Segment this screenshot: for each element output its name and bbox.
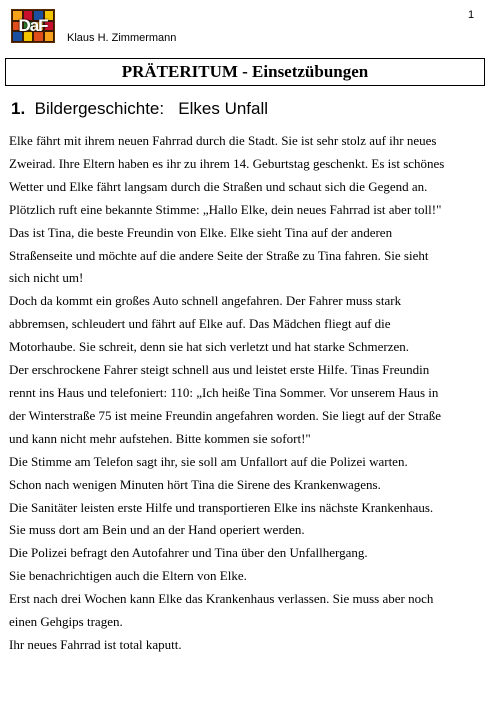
story-line: einen Gehgips tragen. <box>9 614 123 630</box>
story-line: Erst nach drei Wochen kann Elke das Krankenhaus verlassen. Sie muss aber noch <box>9 591 434 607</box>
story-line: Wetter und Elke fährt langsam durch die Straßen und schaut sich die Gegend an. <box>9 178 428 194</box>
story-line: Schon nach wenigen Minuten hört Tina die Sirene des Krankenwagens. <box>9 476 381 492</box>
daf-logo-text: DaF <box>18 16 48 35</box>
story-line: Elke fährt mit ihrem neuen Fahrrad durch die Stadt. Sie ist sehr stolz auf ihr neues <box>9 133 437 148</box>
section-number: 1. <box>11 99 26 118</box>
page-number: 1 <box>468 9 475 21</box>
story-line: Plötzlich ruft eine bekannte Stimme: „Hallo Elke, dein neues Fahrrad ist aber toll!" <box>9 201 442 217</box>
story-text <box>9 130 489 657</box>
story-line: der Winterstraße 75 ist meine Freundin angefahren worden. Sie liegt auf der Straße <box>9 407 442 423</box>
story-line: Sie benachrichtigen auch die Eltern von Elke. <box>9 568 247 584</box>
story-line: Sie muss dort am Bein und an der Hand operiert werden. <box>9 522 305 538</box>
section-title: Bildergeschichte: Elkes Unfall <box>34 99 269 118</box>
page-header <box>0 0 500 55</box>
story-line: Der erschrockene Fahrer steigt schnell aus und leistet erste Hilfe. Tinas Freundin <box>9 362 430 378</box>
worksheet-title: PRÄTERITUM - Einsetzübungen <box>5 58 485 86</box>
story-line: sich nicht um! <box>9 270 84 286</box>
story-line: und kann nicht mehr aufstehen. Bitte kommen sie sofort!" <box>9 430 311 446</box>
story-line: Das ist Tina, die beste Freundin von Elke. Elke sieht Tina auf der anderen <box>9 224 393 240</box>
story-line: Ihr neues Fahrrad ist total kaputt. <box>9 636 182 652</box>
author-name: Klaus H. Zimmermann <box>67 32 177 44</box>
section-heading <box>11 99 268 119</box>
story-line: rennt ins Haus und telefoniert: 110: „Ich heiße Tina Sommer. Vor unserem Haus in <box>9 384 439 400</box>
story-line: abbremsen, schleudert und fährt auf Elke auf. Das Mädchen fliegt auf die <box>9 316 391 332</box>
story-line: Doch da kommt ein großes Auto schnell angefahren. Der Fahrer muss stark <box>9 293 402 309</box>
story-line: Motorhaube. Sie schreit, denn sie hat sich verletzt und hat starke Schmerzen. <box>9 339 409 355</box>
story-line: Die Polizei befragt den Autofahrer und Tina über den Unfallhergang. <box>9 545 368 561</box>
story-line: Straßenseite und möchte auf die andere Seite der Straße zu Tina fahren. Sie sieht <box>9 247 429 263</box>
story-line: Zweirad. Ihre Eltern haben es ihr zu ihrem 14. Geburtstag geschenkt. Es ist schönes <box>9 155 445 171</box>
story-line: Die Sanitäter leisten erste Hilfe und transportieren Elke ins nächste Krankenhaus. <box>9 499 434 515</box>
story-line: Die Stimme am Telefon sagt ihr, sie soll am Unfallort auf die Polizei warten. <box>9 453 408 469</box>
